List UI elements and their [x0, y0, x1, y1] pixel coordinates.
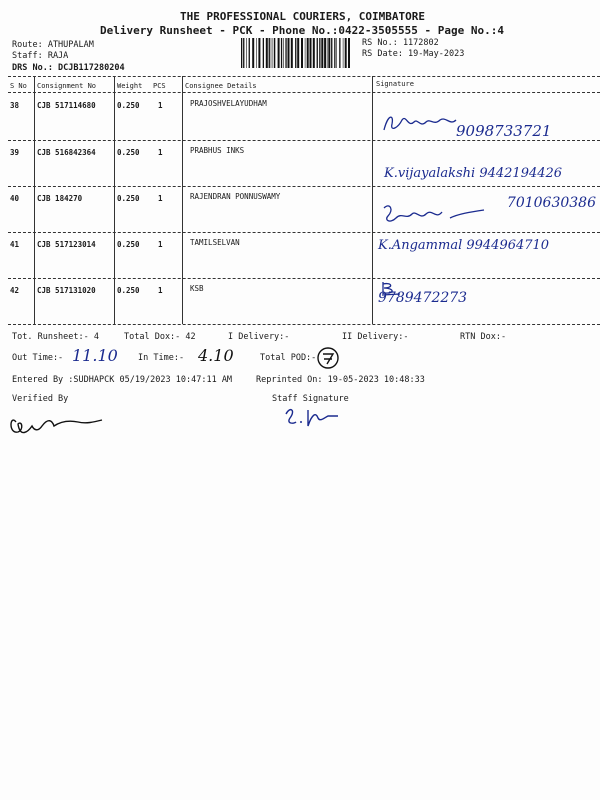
row-pcs: 1: [158, 194, 163, 203]
rs-number: RS No.: 1172802: [362, 38, 439, 48]
row-pcs: 1: [158, 286, 163, 295]
staff-signature-image: [282, 404, 342, 432]
drs-number: DRS No.: DCJB117280204: [12, 63, 125, 73]
column-divider: [372, 76, 373, 324]
row-weight: 0.250: [117, 194, 140, 203]
row-weight: 0.250: [117, 286, 140, 295]
column-divider: [34, 76, 35, 324]
row-consignment: CJB 517123014: [37, 240, 96, 249]
table-top-rule: [8, 76, 600, 77]
company-title: THE PROFESSIONAL COURIERS, COIMBATORE: [180, 10, 426, 23]
row-divider: [8, 140, 600, 141]
total-runsheet: Tot. Runsheet:- 4: [12, 332, 99, 342]
row-pcs: 1: [158, 148, 163, 157]
row-weight: 0.250: [117, 101, 140, 110]
column-header-signature: Signature: [376, 80, 414, 88]
verifier-signature-image: [8, 412, 108, 442]
row-consignment: CJB 517114680: [37, 101, 96, 110]
row-consignment: CJB 517131020: [37, 286, 96, 295]
column-header-consignment: Consignment No: [37, 82, 97, 90]
row-divider: [8, 186, 600, 187]
column-header-weight: Weight: [117, 82, 143, 90]
row-consignee: RAJENDRAN PONNUSWAMY: [190, 192, 281, 201]
out-time-label: Out Time:-: [12, 353, 64, 363]
row-sno: 38: [10, 101, 20, 110]
staff-label: Staff: RAJA: [12, 51, 69, 61]
out-time-handwritten: 11.10: [72, 346, 118, 365]
column-divider: [114, 76, 115, 324]
handwritten-signature-image: [380, 200, 490, 228]
row-consignment: CJB 184270: [37, 194, 83, 203]
ii-delivery: II Delivery:-: [342, 332, 409, 342]
rs-date: RS Date: 19-May-2023: [362, 49, 465, 59]
table-bottom-rule: [8, 324, 600, 325]
rtn-dox: RTN Dox:-: [460, 332, 507, 342]
total-dox: Total Dox:- 42: [124, 332, 196, 342]
row-divider: [8, 232, 600, 233]
i-delivery: I Delivery:-: [228, 332, 290, 342]
row-sno: 40: [10, 194, 20, 203]
verified-by-label: Verified By: [12, 394, 69, 404]
row-consignee: KSB: [190, 284, 204, 293]
route-label: Route: ATHUPALAM: [12, 40, 94, 50]
pod-count-mark-image: [316, 346, 340, 370]
row-consignee: PRAJOSHVELAYUDHAM: [190, 99, 267, 108]
barcode-image: [240, 38, 352, 68]
column-header-consignee: Consignee Details: [185, 82, 257, 90]
handwritten-phone: 9098733721: [456, 122, 552, 140]
reprinted-on: Reprinted On: 19-05-2023 10:48:33: [256, 375, 425, 385]
row-divider: [8, 278, 600, 279]
handwritten-signature-phone: K.Angammal 9944964710: [378, 238, 550, 253]
row-sno: 41: [10, 240, 20, 249]
column-divider: [182, 76, 183, 324]
row-pcs: 1: [158, 101, 163, 110]
in-time-label: In Time:-: [138, 353, 185, 363]
row-consignee: TAMILSELVAN: [190, 238, 240, 247]
table-header-rule: [8, 92, 600, 93]
row-sno: 42: [10, 286, 20, 295]
column-header-sno: S No: [10, 82, 27, 90]
in-time-handwritten: 4.10: [198, 346, 234, 365]
handwritten-phone: 9789472273: [378, 290, 468, 306]
handwritten-signature-phone: K.vijayalakshi 9442194426: [384, 166, 563, 181]
row-weight: 0.250: [117, 240, 140, 249]
row-consignment: CJB 516842364: [37, 148, 96, 157]
runsheet-subtitle: Delivery Runsheet - PCK - Phone No.:0422-3505555 - Page No.:4: [100, 24, 504, 37]
row-sno: 39: [10, 148, 20, 157]
handwritten-phone: 7010630386: [506, 195, 596, 211]
handwritten-signature-image: [380, 110, 460, 138]
row-weight: 0.250: [117, 148, 140, 157]
column-header-pcs: PCS: [153, 82, 166, 90]
entered-by: Entered By :SUDHAPCK 05/19/2023 10:47:11 AM: [12, 375, 233, 385]
staff-signature-label: Staff Signature: [272, 394, 349, 404]
row-pcs: 1: [158, 240, 163, 249]
total-pod-label: Total POD:-: [260, 353, 317, 363]
row-consignee: PRABHUS INKS: [190, 146, 245, 155]
